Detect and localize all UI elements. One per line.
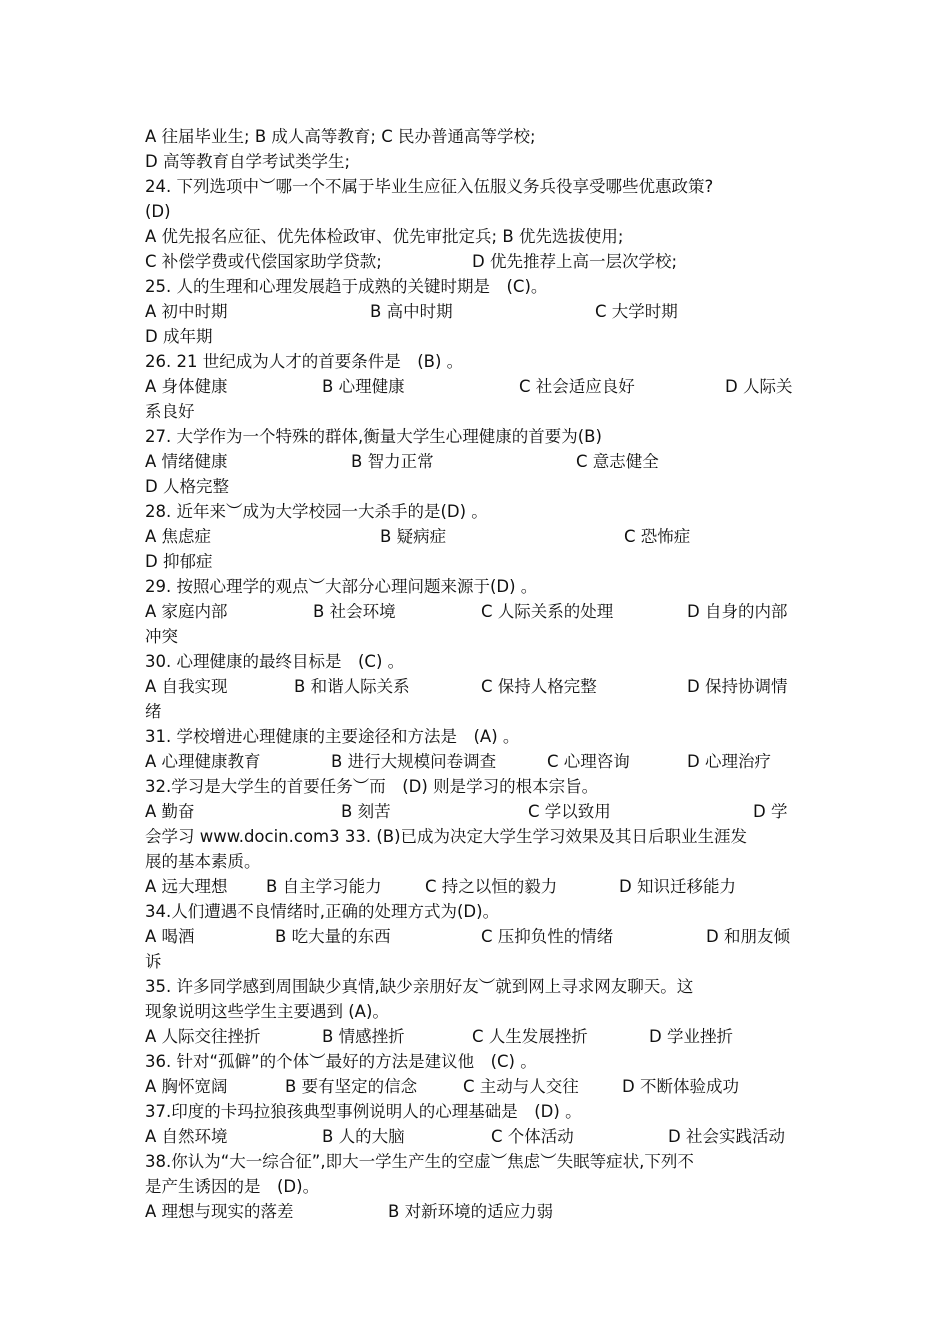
option-c: C 恐怖症 [624,527,691,546]
line-text: 24. 下列选项中︶哪一个不属于毕业生应征入伍服义务兵役享受哪些优惠政策? [145,177,714,196]
question-line [145,574,810,599]
text-line [145,849,810,874]
option-b: B 进行大规模问卷调查 [331,752,497,771]
question-line [145,174,810,199]
options-line [145,249,810,274]
text-line [145,549,810,574]
option-b: B 和谐人际关系 [294,677,410,696]
line-text: 30. 心理健康的最终目标是 (C) 。 [145,652,405,671]
line-text: 31. 学校增进心理健康的主要途径和方法是 (A) 。 [145,727,520,746]
document-body [145,124,810,1224]
text-line [145,1174,810,1199]
option-b: B 人的大脑 [322,1127,405,1146]
option-a: A 胸怀宽阔 [145,1077,228,1096]
option-b: B 自主学习能力 [266,877,382,896]
option-c: C 个体活动 [491,1127,574,1146]
line-text: A 往届毕业生; B 成人高等教育; C 民办普通高等学校; [145,127,536,146]
text-line [145,949,810,974]
options-line [145,874,810,899]
line-text: 是产生诱因的是 (D)。 [145,1177,320,1196]
options-line [145,1199,810,1224]
line-text: D 成年期 [145,327,213,346]
line-text: 27. 大学作为一个特殊的群体,衡量大学生心理健康的首要为(B) [145,427,602,446]
text-line [145,324,810,349]
option-b: B 心理健康 [322,377,405,396]
option-b: B 情感挫折 [322,1027,405,1046]
option-c: C 保持人格完整 [481,677,597,696]
option-d: D 和朋友倾 [706,927,790,946]
line-text: 29. 按照心理学的观点︶大部分心理问题来源于(D) 。 [145,577,538,596]
option-a: A 人际交往挫折 [145,1027,261,1046]
option-a: A 勤奋 [145,802,195,821]
option-c: C 学以致用 [528,802,611,821]
text-line [145,699,810,724]
line-text: A 优先报名应征、优先体检政审、优先审批定兵; B 优先选拔使用; [145,227,624,246]
text-line [145,474,810,499]
line-text: 现象说明这些学生主要遇到 (A)。 [145,1002,389,1021]
question-line [145,1149,810,1174]
option-a: A 焦虑症 [145,527,212,546]
option-d: D 保持协调情 [687,677,788,696]
option-c: C 心理咨询 [547,752,630,771]
option-b: B 疑病症 [380,527,447,546]
question-line [145,774,810,799]
options-line [145,1124,810,1149]
line-text: 25. 人的生理和心理发展趋于成熟的关键时期是 (C)。 [145,277,548,296]
options-line [145,799,810,824]
option-b: B 智力正常 [351,452,434,471]
option-c: C 大学时期 [595,302,678,321]
option-c: C 社会适应良好 [519,377,635,396]
question-line [145,974,810,999]
option-c: C 主动与人交往 [463,1077,579,1096]
line-text: 32.学习是大学生的首要任务︶而 (D) 则是学习的根本宗旨。 [145,777,599,796]
question-line [145,649,810,674]
options-line [145,374,810,399]
text-line [145,149,810,174]
options-line [145,299,810,324]
question-line [145,824,810,849]
option-d: D 自身的内部 [687,602,788,621]
option-a: A 心理健康教育 [145,752,261,771]
option-a: A 自我实现 [145,677,228,696]
option-a: A 初中时期 [145,302,228,321]
option-a: A 理想与现实的落差 [145,1202,294,1221]
line-text: 展的基本素质。 [145,852,261,871]
option-c: C 压抑负性的情绪 [481,927,614,946]
line-text: 34.人们遭遇不良情绪时,正确的处理方式为(D)。 [145,902,500,921]
option-b: B 吃大量的东西 [275,927,391,946]
text-line [145,399,810,424]
text-line [145,999,810,1024]
option-b: B 刻苦 [341,802,391,821]
question-line [145,499,810,524]
line-text: D 抑郁症 [145,552,213,571]
line-text: 37.印度的卡玛拉狼孩典型事例说明人的心理基础是 (D) 。 [145,1102,582,1121]
option-d: D 人际关 [725,377,793,396]
question-line [145,1099,810,1124]
line-text: 系良好 [145,402,195,421]
option-d: D 知识迁移能力 [619,877,736,896]
options-line [145,674,810,699]
text-line [145,224,810,249]
option-d: D 社会实践活动 [668,1127,785,1146]
option-a: A 喝酒 [145,927,195,946]
option-d: D 心理治疗 [687,752,771,771]
option-d: D 优先推荐上高一层次学校; [472,252,678,271]
option-c: C 人生发展挫折 [472,1027,588,1046]
question-line [145,724,810,749]
options-line [145,1074,810,1099]
option-d: D 学业挫折 [649,1027,733,1046]
answer-line [145,199,810,224]
option-c: C 补偿学费或代偿国家助学贷款; [145,252,382,271]
line-text: D 高等教育自学考试类学生; [145,152,351,171]
options-line [145,524,810,549]
line-text: 会学习 www.docin.com3 33. (B)已成为决定大学生学习效果及其日后职业生涯发 [145,827,748,846]
line-text: 诉 [145,952,162,971]
option-a: A 身体健康 [145,377,228,396]
question-line [145,1049,810,1074]
question-line [145,274,810,299]
option-c: C 意志健全 [576,452,659,471]
text-line [145,624,810,649]
option-d: D 不断体验成功 [622,1077,739,1096]
option-d: D 学 [753,802,788,821]
option-a: A 情绪健康 [145,452,228,471]
question-line [145,899,810,924]
option-a: A 远大理想 [145,877,228,896]
options-line [145,449,810,474]
option-a: A 自然环境 [145,1127,228,1146]
option-a: A 家庭内部 [145,602,228,621]
line-text: 26. 21 世纪成为人才的首要条件是 (B) 。 [145,352,464,371]
line-text: 35. 许多同学感到周围缺少真情,缺少亲朋好友︶就到网上寻求网友聊天。这 [145,977,694,996]
line-text: 绪 [145,702,162,721]
option-b: B 社会环境 [313,602,396,621]
option-c: C 人际关系的处理 [481,602,614,621]
line-text: 28. 近年来︶成为大学校园一大杀手的是(D) 。 [145,502,488,521]
options-line [145,599,810,624]
option-b: B 对新环境的适应力弱 [388,1202,554,1221]
options-line [145,1024,810,1049]
line-text: 36. 针对“孤僻”的个体︶最好的方法是建议他 (C) 。 [145,1052,537,1071]
line-text: 冲突 [145,627,178,646]
options-line [145,749,810,774]
option-c: C 持之以恒的毅力 [425,877,558,896]
text-line [145,124,810,149]
line-text: 38.你认为“大一综合征”,即大一学生产生的空虚︶焦虑︶失眠等症状,下列不 [145,1152,694,1171]
question-line [145,424,810,449]
option-b: B 高中时期 [370,302,453,321]
question-line [145,349,810,374]
option-b: B 要有坚定的信念 [285,1077,418,1096]
line-text: (D) [145,202,171,221]
line-text: D 人格完整 [145,477,229,496]
options-line [145,924,810,949]
